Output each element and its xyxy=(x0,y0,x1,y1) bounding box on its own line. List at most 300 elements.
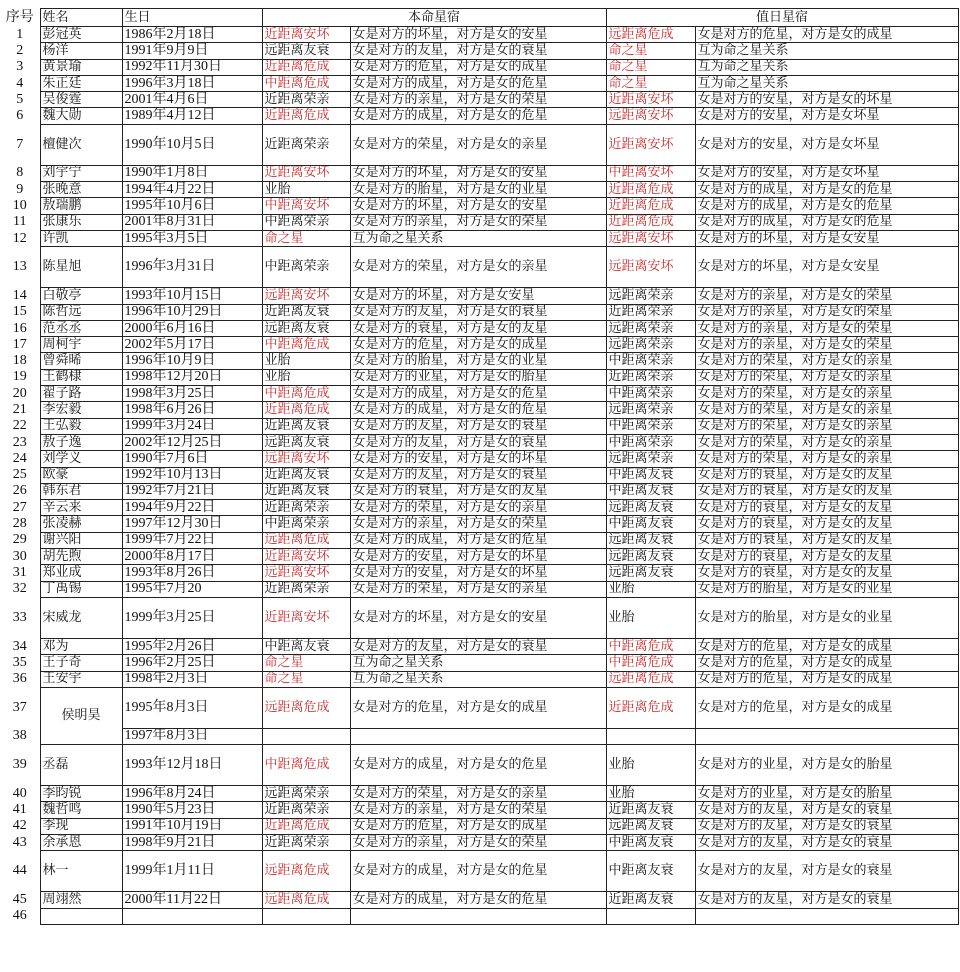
row-index: 4 xyxy=(16,75,24,91)
birthday: 1993年10月15日 xyxy=(122,288,262,304)
natal-relation: 业胎 xyxy=(262,182,350,198)
daily-relation: 中距离危成 xyxy=(606,638,695,654)
daily-relation: 业胎 xyxy=(606,745,695,786)
person-name: 张凌赫 xyxy=(40,516,122,532)
daily-description: 女是对方的衰星，对方是女的友星 xyxy=(695,467,958,483)
natal-description: 女是对方的亲星，对方是女的荣星 xyxy=(350,834,606,850)
natal-description: 女是对方的成星，对方是女的危星 xyxy=(350,892,606,908)
header-index: 序号 xyxy=(5,9,34,25)
daily-relation: 远距离荣亲 xyxy=(606,337,695,353)
daily-relation: 近距离危成 xyxy=(606,182,695,198)
natal-relation: 远距离危成 xyxy=(262,851,350,892)
natal-relation: 近距离友衰 xyxy=(262,418,350,434)
birthday: 1992年7月21日 xyxy=(122,483,262,499)
birthday: 1996年8月24日 xyxy=(122,786,262,802)
person-name: 宋威龙 xyxy=(40,597,122,638)
natal-relation: 近距离荣亲 xyxy=(262,500,350,516)
birthday: 1998年3月25日 xyxy=(122,386,262,402)
natal-relation: 远距离安坏 xyxy=(262,565,350,581)
table-row xyxy=(0,165,958,181)
row-index: 24 xyxy=(12,450,27,466)
daily-description: 女是对方的友星，对方是女的衰星 xyxy=(695,851,958,892)
person-name: 刘宇宁 xyxy=(40,165,122,181)
daily-relation: 远距离友衰 xyxy=(606,500,695,516)
daily-relation: 远距离安坏 xyxy=(606,247,695,288)
natal-relation: 中距离危成 xyxy=(262,386,350,402)
daily-relation: 近距离友衰 xyxy=(606,892,695,908)
daily-relation: 近距离安坏 xyxy=(606,124,695,165)
daily-description: 女是对方的亲星，对方是女的荣星 xyxy=(695,288,958,304)
daily-description: 女是对方的坏星，对方是女安星 xyxy=(695,247,958,288)
table-row xyxy=(0,402,958,418)
table-row xyxy=(0,75,958,91)
natal-relation: 业胎 xyxy=(262,353,350,369)
natal-description: 女是对方的坏星，对方是女安星 xyxy=(350,288,606,304)
natal-description: 女是对方的荣星，对方是女的亲星 xyxy=(350,581,606,597)
birthday: 1995年2月26日 xyxy=(122,638,262,654)
birthday: 1990年5月23日 xyxy=(122,802,262,818)
table-row xyxy=(0,581,958,597)
row-index: 21 xyxy=(12,401,27,417)
natal-relation: 远距离安坏 xyxy=(262,288,350,304)
natal-description: 女是对方的荣星，对方是女的亲星 xyxy=(350,247,606,288)
table-row xyxy=(0,43,958,59)
daily-description: 女是对方的亲星，对方是女的荣星 xyxy=(695,337,958,353)
natal-relation: 近距离荣亲 xyxy=(262,802,350,818)
natal-description: 女是对方的友星，对方是女的衰星 xyxy=(350,638,606,654)
person-name: 余承恩 xyxy=(40,834,122,850)
birthday: 2002年5月17日 xyxy=(122,337,262,353)
table-row xyxy=(0,892,958,908)
table-row xyxy=(0,565,958,581)
row-index: 45 xyxy=(12,891,27,907)
table-row xyxy=(0,908,958,924)
row-index: 28 xyxy=(12,516,27,532)
birthday: 1998年12月20日 xyxy=(122,369,262,385)
daily-relation: 近距离危成 xyxy=(606,214,695,230)
daily-relation: 命之星 xyxy=(606,43,695,59)
row-index: 11 xyxy=(13,214,27,230)
person-name: 张晚意 xyxy=(40,182,122,198)
table-row xyxy=(0,655,958,671)
natal-description: 女是对方的友星，对方是女的衰星 xyxy=(350,304,606,320)
daily-description: 女是对方的友星，对方是女的衰星 xyxy=(695,834,958,850)
daily-description: 女是对方的亲星，对方是女的荣星 xyxy=(695,320,958,336)
natal-relation: 命之星 xyxy=(262,230,350,246)
daily-description: 女是对方的成星，对方是女的危星 xyxy=(695,214,958,230)
natal-description: 女是对方的坏星，对方是女的安星 xyxy=(350,165,606,181)
row-index: 37 xyxy=(12,699,27,715)
star-compatibility-table xyxy=(0,8,959,925)
row-index: 25 xyxy=(12,467,27,483)
daily-relation: 远距离荣亲 xyxy=(606,402,695,418)
birthday: 1996年10月29日 xyxy=(122,304,262,320)
row-index: 32 xyxy=(12,581,27,597)
natal-description: 女是对方的安星，对方是女的坏星 xyxy=(350,549,606,565)
natal-description: 女是对方的亲星，对方是女的荣星 xyxy=(350,802,606,818)
natal-description: 女是对方的成星，对方是女的危星 xyxy=(350,386,606,402)
table-row xyxy=(0,92,958,108)
person-name: 白敬亭 xyxy=(40,288,122,304)
row-index: 16 xyxy=(12,320,27,336)
row-index: 34 xyxy=(12,638,27,654)
table-row xyxy=(0,687,958,728)
daily-relation: 远距离荣亲 xyxy=(606,288,695,304)
natal-relation: 近距离友衰 xyxy=(262,483,350,499)
natal-description: 女是对方的胎星，对方是女的业星 xyxy=(350,353,606,369)
daily-relation: 中距离荣亲 xyxy=(606,353,695,369)
daily-relation: 业胎 xyxy=(606,786,695,802)
natal-description: 女是对方的成星，对方是女的危星 xyxy=(350,108,606,124)
daily-description: 女是对方的危星，对方是女的成星 xyxy=(695,638,958,654)
table-row xyxy=(0,288,958,304)
person-name: 檀健次 xyxy=(40,124,122,165)
natal-relation: 近距离危成 xyxy=(262,108,350,124)
table-row xyxy=(0,59,958,75)
daily-relation: 远距离危成 xyxy=(606,27,695,43)
natal-description: 女是对方的成星，对方是女的危星 xyxy=(350,851,606,892)
birthday: 1995年3月5日 xyxy=(122,230,262,246)
natal-description xyxy=(350,908,606,924)
birthday: 1993年8月26日 xyxy=(122,565,262,581)
natal-relation: 远距离友衰 xyxy=(262,43,350,59)
daily-description: 女是对方的荣星，对方是女的亲星 xyxy=(695,434,958,450)
natal-description: 女是对方的荣星，对方是女的亲星 xyxy=(350,124,606,165)
table-row xyxy=(0,304,958,320)
natal-description: 女是对方的荣星，对方是女的亲星 xyxy=(350,786,606,802)
person-name: 李宏毅 xyxy=(40,402,122,418)
daily-relation: 中距离友衰 xyxy=(606,467,695,483)
daily-description: 女是对方的坏星，对方是女安星 xyxy=(695,230,958,246)
person-name: 杨洋 xyxy=(40,43,122,59)
row-index: 30 xyxy=(12,548,27,564)
natal-description: 女是对方的成星，对方是女的危星 xyxy=(350,532,606,548)
daily-relation xyxy=(606,728,695,744)
person-name xyxy=(40,908,122,924)
header-natal-star: 本命星宿 xyxy=(262,9,606,27)
person-name: 敖瑞鹏 xyxy=(40,198,122,214)
header-row xyxy=(0,9,958,27)
birthday: 1998年9月21日 xyxy=(122,834,262,850)
birthday: 1999年3月24日 xyxy=(122,418,262,434)
row-index: 41 xyxy=(12,802,27,818)
daily-relation: 中距离荣亲 xyxy=(606,386,695,402)
person-name: 陈星旭 xyxy=(40,247,122,288)
row-index: 18 xyxy=(12,353,27,369)
table-row xyxy=(0,516,958,532)
daily-description: 女是对方的荣星，对方是女的亲星 xyxy=(695,369,958,385)
birthday: 2000年6月16日 xyxy=(122,320,262,336)
table-row xyxy=(0,500,958,516)
natal-description xyxy=(350,728,606,744)
daily-description xyxy=(695,908,958,924)
daily-description: 女是对方的安星，对方是女的坏星 xyxy=(695,92,958,108)
table-row xyxy=(0,802,958,818)
natal-relation: 近距离安坏 xyxy=(262,597,350,638)
daily-description: 女是对方的危星，对方是女的成星 xyxy=(695,671,958,687)
natal-relation: 近距离危成 xyxy=(262,402,350,418)
daily-relation: 远距离友衰 xyxy=(606,532,695,548)
daily-relation: 中距离友衰 xyxy=(606,834,695,850)
daily-description: 女是对方的安星，对方是女坏星 xyxy=(695,165,958,181)
daily-relation: 远距离危成 xyxy=(606,671,695,687)
daily-description: 女是对方的安星，对方是女坏星 xyxy=(695,108,958,124)
natal-description: 女是对方的成星，对方是女的危星 xyxy=(350,402,606,418)
natal-description: 女是对方的友星，对方是女的衰星 xyxy=(350,43,606,59)
daily-relation: 中距离友衰 xyxy=(606,483,695,499)
daily-relation: 近距离危成 xyxy=(606,198,695,214)
natal-description: 女是对方的危星，对方是女的成星 xyxy=(350,337,606,353)
natal-description: 互为命之星关系 xyxy=(350,230,606,246)
table-row xyxy=(0,532,958,548)
row-index: 26 xyxy=(12,483,27,499)
daily-description: 女是对方的衰星，对方是女的友星 xyxy=(695,549,958,565)
person-name: 丞磊 xyxy=(40,745,122,786)
birthday: 2000年11月22日 xyxy=(122,892,262,908)
natal-description: 女是对方的成星，对方是女的危星 xyxy=(350,745,606,786)
row-index: 12 xyxy=(12,230,27,246)
daily-description: 女是对方的成星，对方是女的危星 xyxy=(695,198,958,214)
person-name: 韩东君 xyxy=(40,483,122,499)
daily-description: 女是对方的友星，对方是女的衰星 xyxy=(695,818,958,834)
natal-description: 女是对方的友星，对方是女的衰星 xyxy=(350,467,606,483)
daily-relation: 近距离安坏 xyxy=(606,92,695,108)
daily-relation: 命之星 xyxy=(606,59,695,75)
table-row xyxy=(0,230,958,246)
row-index: 46 xyxy=(12,908,27,924)
row-index: 13 xyxy=(12,259,27,275)
natal-description: 女是对方的荣星，对方是女的亲星 xyxy=(350,500,606,516)
person-name: 张康乐 xyxy=(40,214,122,230)
natal-description: 女是对方的成星，对方是女的危星 xyxy=(350,75,606,91)
natal-description: 互为命之星关系 xyxy=(350,671,606,687)
daily-relation: 中距离友衰 xyxy=(606,516,695,532)
table-row xyxy=(0,597,958,638)
person-name: 吴俊霆 xyxy=(40,92,122,108)
daily-relation: 中距离荣亲 xyxy=(606,418,695,434)
table-row xyxy=(0,671,958,687)
natal-relation: 远距离安坏 xyxy=(262,451,350,467)
natal-relation: 近距离荣亲 xyxy=(262,124,350,165)
daily-description: 女是对方的亲星，对方是女的荣星 xyxy=(695,304,958,320)
daily-description: 女是对方的友星，对方是女的衰星 xyxy=(695,892,958,908)
header-birthday: 生日 xyxy=(122,9,262,27)
daily-relation: 近距离荣亲 xyxy=(606,369,695,385)
birthday: 1990年10月5日 xyxy=(122,124,262,165)
birthday: 1991年10月19日 xyxy=(122,818,262,834)
natal-relation: 远距离友衰 xyxy=(262,434,350,450)
person-name: 郑业成 xyxy=(40,565,122,581)
daily-description: 女是对方的衰星，对方是女的友星 xyxy=(695,532,958,548)
natal-description: 女是对方的衰星，对方是女的友星 xyxy=(350,320,606,336)
natal-relation: 中距离荣亲 xyxy=(262,247,350,288)
person-name: 魏哲鸣 xyxy=(40,802,122,818)
natal-description: 女是对方的危星，对方是女的成星 xyxy=(350,59,606,75)
table-body xyxy=(0,27,958,925)
natal-relation: 中距离荣亲 xyxy=(262,516,350,532)
row-index: 9 xyxy=(16,181,24,197)
person-name: 许凯 xyxy=(40,230,122,246)
person-name: 李昀锐 xyxy=(40,786,122,802)
person-name: 胡先煦 xyxy=(40,549,122,565)
daily-description: 女是对方的衰星，对方是女的友星 xyxy=(695,516,958,532)
table-row xyxy=(0,728,958,744)
table-row xyxy=(0,386,958,402)
natal-relation: 中距离友衰 xyxy=(262,638,350,654)
natal-description: 女是对方的坏星，对方是女的安星 xyxy=(350,597,606,638)
person-name: 陈哲远 xyxy=(40,304,122,320)
person-name: 敖子逸 xyxy=(40,434,122,450)
birthday: 1995年7月20 xyxy=(122,581,262,597)
row-index: 10 xyxy=(12,198,27,214)
row-index: 36 xyxy=(12,671,27,687)
birthday: 1997年12月30日 xyxy=(122,516,262,532)
person-name: 辛云来 xyxy=(40,500,122,516)
row-index: 2 xyxy=(16,42,24,58)
person-name: 刘学义 xyxy=(40,451,122,467)
row-index: 5 xyxy=(16,91,24,107)
person-name: 欧豪 xyxy=(40,467,122,483)
birthday: 1990年1月8日 xyxy=(122,165,262,181)
daily-description: 女是对方的胎星，对方是女的业星 xyxy=(695,581,958,597)
natal-relation: 近距离安坏 xyxy=(262,27,350,43)
table-row xyxy=(0,337,958,353)
natal-relation: 远距离友衰 xyxy=(262,320,350,336)
person-name: 朱正廷 xyxy=(40,75,122,91)
daily-description: 女是对方的荣星，对方是女的亲星 xyxy=(695,451,958,467)
person-name: 翟子路 xyxy=(40,386,122,402)
table-row xyxy=(0,818,958,834)
natal-relation: 中距离荣亲 xyxy=(262,214,350,230)
natal-relation: 远距离危成 xyxy=(262,687,350,728)
daily-description: 互为命之星关系 xyxy=(695,59,958,75)
table-row xyxy=(0,198,958,214)
daily-description: 女是对方的衰星，对方是女的友星 xyxy=(695,483,958,499)
table-row xyxy=(0,745,958,786)
person-name: 王弘毅 xyxy=(40,418,122,434)
daily-description: 女是对方的成星，对方是女的危星 xyxy=(695,182,958,198)
daily-description: 女是对方的危星，对方是女的成星 xyxy=(695,687,958,728)
table-row xyxy=(0,124,958,165)
table-row xyxy=(0,483,958,499)
person-name: 彭冠英 xyxy=(40,27,122,43)
row-index: 15 xyxy=(12,304,27,320)
natal-relation: 中距离危成 xyxy=(262,337,350,353)
person-name: 黄景瑜 xyxy=(40,59,122,75)
birthday: 1999年7月22日 xyxy=(122,532,262,548)
daily-relation: 远距离荣亲 xyxy=(606,320,695,336)
row-index: 1 xyxy=(16,26,24,42)
daily-description xyxy=(695,728,958,744)
daily-description: 女是对方的业星，对方是女的胎星 xyxy=(695,786,958,802)
daily-relation: 远距离友衰 xyxy=(606,549,695,565)
daily-relation: 中距离危成 xyxy=(606,655,695,671)
person-name: 谢兴阳 xyxy=(40,532,122,548)
table-row xyxy=(0,467,958,483)
birthday: 1986年2月18日 xyxy=(122,27,262,43)
birthday: 1994年4月22日 xyxy=(122,182,262,198)
daily-description: 女是对方的衰星，对方是女的友星 xyxy=(695,565,958,581)
person-name: 丁禹锡 xyxy=(40,581,122,597)
natal-description: 女是对方的危星，对方是女的成星 xyxy=(350,818,606,834)
table-row xyxy=(0,320,958,336)
birthday: 1996年10月9日 xyxy=(122,353,262,369)
daily-description: 女是对方的荣星，对方是女的亲星 xyxy=(695,418,958,434)
natal-relation: 近距离友衰 xyxy=(262,467,350,483)
row-index: 27 xyxy=(12,499,27,515)
person-name: 侯明昊 xyxy=(40,687,122,744)
row-index: 6 xyxy=(16,108,24,124)
table-row xyxy=(0,851,958,892)
natal-relation xyxy=(262,908,350,924)
person-name: 王子奇 xyxy=(40,655,122,671)
natal-relation: 业胎 xyxy=(262,369,350,385)
person-name: 周翊然 xyxy=(40,892,122,908)
natal-relation: 远距离危成 xyxy=(262,532,350,548)
natal-description: 女是对方的胎星，对方是女的业星 xyxy=(350,182,606,198)
table-row xyxy=(0,369,958,385)
natal-relation: 近距离荣亲 xyxy=(262,834,350,850)
birthday: 1995年10月6日 xyxy=(122,198,262,214)
row-index: 8 xyxy=(16,165,24,181)
natal-relation: 远距离荣亲 xyxy=(262,786,350,802)
natal-relation: 命之星 xyxy=(262,655,350,671)
natal-relation: 近距离危成 xyxy=(262,59,350,75)
row-index: 42 xyxy=(12,818,27,834)
birthday: 2001年8月31日 xyxy=(122,214,262,230)
natal-relation: 近距离危成 xyxy=(262,818,350,834)
birthday: 1992年11月30日 xyxy=(122,59,262,75)
birthday: 1991年9月9日 xyxy=(122,43,262,59)
natal-relation: 近距离安坏 xyxy=(262,549,350,565)
natal-description: 女是对方的业星，对方是女的胎星 xyxy=(350,369,606,385)
daily-description: 女是对方的荣星，对方是女的亲星 xyxy=(695,353,958,369)
daily-relation: 命之星 xyxy=(606,75,695,91)
table-row xyxy=(0,451,958,467)
daily-relation: 远距离安坏 xyxy=(606,230,695,246)
daily-description: 女是对方的安星，对方是女坏星 xyxy=(695,124,958,165)
natal-description: 女是对方的亲星，对方是女的荣星 xyxy=(350,516,606,532)
row-index: 7 xyxy=(16,136,24,152)
birthday: 1998年2月3日 xyxy=(122,671,262,687)
natal-relation: 近距离友衰 xyxy=(262,304,350,320)
birthday: 1997年8月3日 xyxy=(122,728,262,744)
person-name: 范丞丞 xyxy=(40,320,122,336)
row-index: 17 xyxy=(12,336,27,352)
natal-description: 互为命之星关系 xyxy=(350,655,606,671)
daily-relation: 中距离安坏 xyxy=(606,165,695,181)
table-row xyxy=(0,549,958,565)
table-row xyxy=(0,214,958,230)
daily-relation: 远距离友衰 xyxy=(606,565,695,581)
row-index: 20 xyxy=(12,385,27,401)
table-row xyxy=(0,353,958,369)
natal-description: 女是对方的危星，对方是女的成星 xyxy=(350,687,606,728)
person-name: 王安宇 xyxy=(40,671,122,687)
natal-description: 女是对方的亲星，对方是女的荣星 xyxy=(350,214,606,230)
daily-relation: 中距离荣亲 xyxy=(606,434,695,450)
table-row xyxy=(0,182,958,198)
table-row xyxy=(0,418,958,434)
row-index: 39 xyxy=(12,757,27,773)
daily-relation: 远距离荣亲 xyxy=(606,451,695,467)
daily-description: 互为命之星关系 xyxy=(695,75,958,91)
table-row xyxy=(0,27,958,43)
natal-description: 女是对方的坏星，对方是女的安星 xyxy=(350,198,606,214)
birthday: 1993年12月18日 xyxy=(122,745,262,786)
row-index: 35 xyxy=(12,654,27,670)
birthday: 1992年10月13日 xyxy=(122,467,262,483)
